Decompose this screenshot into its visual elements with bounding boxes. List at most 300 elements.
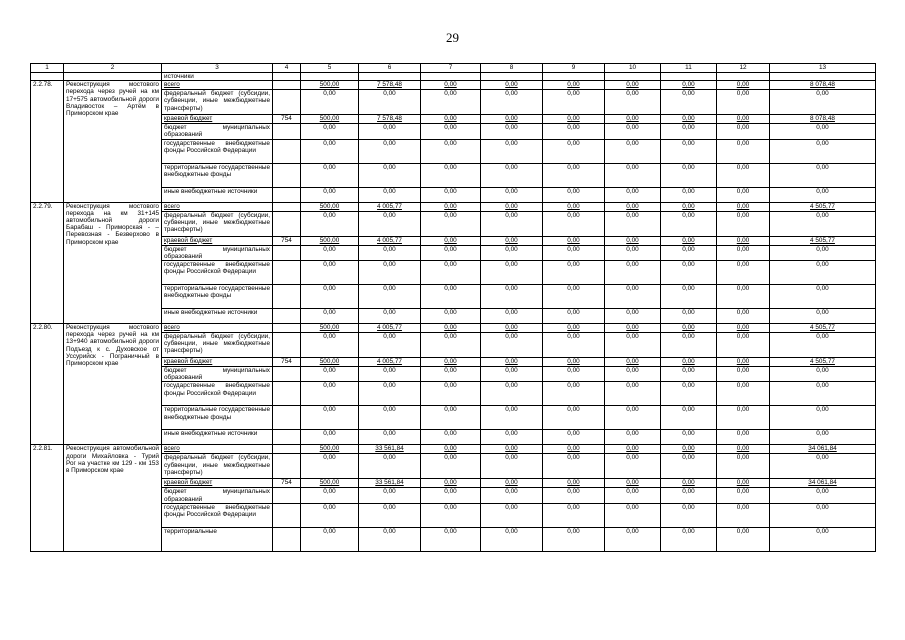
grbs-code [273, 367, 301, 382]
amount: 0,00 [505, 527, 518, 535]
year-value [421, 202, 481, 211]
amount: 7 578,48 [377, 81, 402, 89]
amount: 0,00 [383, 333, 396, 341]
amount: 0,00 [444, 454, 457, 462]
amount: 0,00 [444, 261, 457, 269]
amount: 0,00 [626, 527, 639, 535]
amount: 0,00 [682, 139, 695, 147]
grbs-code [273, 445, 301, 454]
year-value [359, 333, 421, 358]
year-value [605, 163, 661, 187]
amount: 0,00 [323, 333, 336, 341]
amount: 0,00 [682, 81, 695, 89]
year-value [717, 81, 770, 90]
year-value [359, 503, 421, 527]
year-value [717, 163, 770, 187]
year-value [421, 430, 481, 445]
amount: 0,00 [626, 211, 639, 219]
amount: 0,00 [505, 139, 518, 147]
amount: 0,00 [736, 139, 750, 147]
amount: 0,00 [383, 488, 396, 496]
total-value [770, 367, 876, 382]
source-cell: источники [162, 73, 273, 81]
year-value [481, 367, 543, 382]
year-value [421, 261, 481, 285]
amount: 0,00 [444, 367, 457, 375]
amount: 7 578,48 [377, 115, 402, 123]
amount: 0,00 [444, 527, 457, 535]
amount: 0,00 [736, 488, 750, 496]
funding-source [162, 527, 273, 551]
funding-source-label: федеральный бюджет (субсидии, субвенции, иные межбюджетные трансферты) [164, 90, 270, 112]
year-value [359, 309, 421, 324]
year-value [481, 382, 543, 406]
year-value [661, 90, 717, 115]
total-value [770, 309, 876, 324]
amount: 0,00 [567, 367, 580, 375]
amount: 0,00 [736, 367, 750, 375]
amount: 0,00 [383, 503, 396, 511]
amount: 0,00 [505, 236, 518, 244]
amount: 0,00 [444, 187, 457, 195]
total-value [770, 187, 876, 202]
total-value [770, 124, 876, 139]
amount: 0,00 [736, 81, 750, 89]
year-value [605, 382, 661, 406]
funding-source-label: краевой бюджет [164, 358, 213, 366]
year-value [301, 358, 359, 367]
amount: 0,00 [567, 139, 580, 147]
year-value [605, 261, 661, 285]
project-code: 2.2.81. [31, 445, 64, 551]
year-value [359, 488, 421, 503]
year-value [543, 202, 605, 211]
amount: 8 078,48 [810, 81, 835, 89]
year-value [481, 527, 543, 551]
amount: 0,00 [736, 333, 750, 341]
amount: 0,00 [816, 367, 829, 375]
total-value [770, 81, 876, 90]
amount: 0,00 [444, 358, 457, 366]
grbs-code [273, 139, 301, 163]
amount: 0,00 [626, 245, 639, 253]
year-value [301, 454, 359, 479]
funding-source-label: краевой бюджет [164, 479, 213, 487]
year-value [661, 236, 717, 245]
grbs-code [273, 211, 301, 236]
year-value [359, 324, 421, 333]
year-value [359, 115, 421, 124]
amount: 0,00 [682, 245, 695, 253]
funding-source-label: всего [164, 202, 180, 210]
amount: 0,00 [736, 358, 750, 366]
amount: 0,00 [816, 309, 829, 317]
amount: 0,00 [383, 187, 396, 195]
amount: 0,00 [816, 163, 829, 171]
funding-source-label: федеральный бюджет (субсидии, субвенции, иные межбюджетные трансферты) [164, 333, 270, 355]
funding-source [162, 324, 273, 333]
total-value [770, 202, 876, 211]
funding-source [162, 445, 273, 454]
amount: 0,00 [816, 527, 829, 535]
year-value [421, 187, 481, 202]
amount: 0,00 [816, 454, 829, 462]
total-value [770, 139, 876, 163]
amount: 0,00 [323, 488, 336, 496]
year-value [301, 445, 359, 454]
amount: 0,00 [626, 90, 639, 98]
amount: 0,00 [682, 309, 695, 317]
column-header: 12 [717, 64, 770, 73]
funding-source [162, 503, 273, 527]
grbs-code [273, 406, 301, 430]
funding-source [162, 479, 273, 488]
amount: 0,00 [816, 187, 829, 195]
year-value [661, 445, 717, 454]
year-value [481, 90, 543, 115]
column-header: 6 [359, 64, 421, 73]
year-value [481, 430, 543, 445]
amount: 0,00 [444, 382, 457, 390]
amount: 4 505,77 [810, 358, 835, 366]
funding-source [162, 90, 273, 115]
year-value [359, 124, 421, 139]
amount: 34 061,84 [808, 445, 837, 453]
year-value [421, 445, 481, 454]
grbs-code [273, 261, 301, 285]
amount: 0,00 [505, 124, 518, 132]
year-value [359, 90, 421, 115]
year-value [481, 358, 543, 367]
year-value [661, 245, 717, 260]
amount: 0,00 [567, 211, 580, 219]
amount: 0,00 [567, 430, 580, 438]
year-value [717, 503, 770, 527]
funding-source-label: государственные внебюджетные фонды Российской Федерации [164, 382, 270, 397]
amount: 0,00 [567, 382, 580, 390]
year-value [717, 488, 770, 503]
amount: 500,00 [319, 445, 340, 453]
year-value [301, 81, 359, 90]
amount: 0,00 [682, 479, 695, 487]
grbs-code [273, 202, 301, 211]
amount: 0,00 [682, 367, 695, 375]
year-value [359, 445, 421, 454]
year-value [421, 488, 481, 503]
year-value [543, 382, 605, 406]
column-header: 11 [661, 64, 717, 73]
amount: 500,00 [319, 236, 340, 244]
amount: 0,00 [505, 488, 518, 496]
year-value [605, 406, 661, 430]
amount: 0,00 [682, 124, 695, 132]
amount: 0,00 [444, 115, 457, 123]
amount: 0,00 [682, 488, 695, 496]
funding-source-label: краевой бюджет [164, 236, 213, 244]
total-value [770, 430, 876, 445]
amount: 4 005,77 [377, 358, 402, 366]
funding-source [162, 367, 273, 382]
amount: 0,00 [567, 236, 580, 244]
project-name: Реконструкция мостового перехода через ручей на км 13+940 автомобильной дороги Подъезд к с. Духовское от Уссурийск - Пограничный в Приморском крае [64, 324, 162, 445]
year-value [421, 406, 481, 430]
year-value [543, 358, 605, 367]
funding-source-label: территориальные государственные внебюджетные фонды [164, 285, 270, 300]
amount: 0,00 [444, 333, 457, 341]
year-value [717, 382, 770, 406]
year-value [717, 454, 770, 479]
amount: 0,00 [505, 90, 518, 98]
project-name: Реконструкция мостового перехода через ручей на км 17+575 автомобильной дороги Владивосток – Артём в Приморском крае [64, 81, 162, 202]
grbs-code [273, 309, 301, 324]
project-code: 2.2.79. [31, 202, 64, 323]
year-value [481, 503, 543, 527]
project-name: Реконструкция мостового перехода на км 31+145 автомобильной дороги Барабаш - Приморская - – Перевозная - Безверхово в Приморском крае [64, 202, 162, 323]
year-value [481, 261, 543, 285]
grbs-code: 754 [273, 358, 301, 367]
funding-source-label: иные внебюджетные источники [164, 309, 258, 317]
total-value [770, 454, 876, 479]
year-value [605, 527, 661, 551]
amount: 0,00 [444, 406, 457, 414]
funding-source [162, 333, 273, 358]
amount: 0,00 [816, 488, 829, 496]
funding-source [162, 309, 273, 324]
amount: 0,00 [323, 90, 336, 98]
amount: 0,00 [736, 90, 750, 98]
year-value [605, 454, 661, 479]
year-value [717, 90, 770, 115]
year-value [481, 488, 543, 503]
amount: 0,00 [505, 202, 518, 210]
amount: 0,00 [567, 202, 580, 210]
year-value [421, 124, 481, 139]
amount: 0,00 [444, 503, 457, 511]
amount: 0,00 [736, 163, 750, 171]
grbs-code: 754 [273, 479, 301, 488]
amount: 0,00 [626, 454, 639, 462]
amount: 0,00 [505, 115, 518, 123]
year-value [717, 139, 770, 163]
total-value [770, 358, 876, 367]
funding-source-label: бюджет муниципальных образований [164, 488, 270, 503]
year-value [359, 202, 421, 211]
amount: 0,00 [505, 406, 518, 414]
amount: 8 078,48 [810, 115, 835, 123]
amount: 0,00 [736, 309, 750, 317]
year-value [717, 115, 770, 124]
amount: 0,00 [323, 187, 336, 195]
year-value [421, 285, 481, 309]
amount: 0,00 [816, 261, 829, 269]
amount: 0,00 [682, 527, 695, 535]
year-value [359, 187, 421, 202]
amount: 0,00 [626, 187, 639, 195]
amount: 0,00 [383, 382, 396, 390]
funding-source [162, 81, 273, 90]
year-value [605, 211, 661, 236]
amount: 4 005,77 [377, 202, 402, 210]
amount: 0,00 [816, 382, 829, 390]
year-value [301, 90, 359, 115]
year-value [605, 309, 661, 324]
amount: 0,00 [626, 479, 639, 487]
year-value [359, 430, 421, 445]
year-value [359, 382, 421, 406]
year-value [717, 430, 770, 445]
year-value [605, 90, 661, 115]
amount: 0,00 [682, 236, 695, 244]
amount: 0,00 [383, 211, 396, 219]
amount: 0,00 [682, 503, 695, 511]
year-value [481, 479, 543, 488]
year-value [421, 236, 481, 245]
amount: 500,00 [319, 358, 340, 366]
amount: 500,00 [319, 324, 340, 332]
column-header: 1 [31, 64, 64, 73]
amount: 0,00 [736, 211, 750, 219]
total-value [770, 333, 876, 358]
total-value [770, 527, 876, 551]
year-value [605, 139, 661, 163]
year-value [301, 163, 359, 187]
amount: 0,00 [323, 309, 336, 317]
amount: 0,00 [626, 430, 639, 438]
table-row [31, 202, 876, 211]
amount: 0,00 [383, 367, 396, 375]
total-value [770, 163, 876, 187]
year-value [661, 382, 717, 406]
amount: 0,00 [567, 488, 580, 496]
amount: 0,00 [626, 309, 639, 317]
year-value [717, 324, 770, 333]
year-value [359, 454, 421, 479]
total-value [770, 90, 876, 115]
year-value [543, 245, 605, 260]
amount: 0,00 [323, 285, 336, 293]
amount: 0,00 [682, 115, 695, 123]
column-header: 4 [273, 64, 301, 73]
amount: 0,00 [736, 285, 750, 293]
year-value [543, 430, 605, 445]
year-value [605, 488, 661, 503]
year-value [661, 81, 717, 90]
year-value [605, 81, 661, 90]
year-value [605, 430, 661, 445]
total-value [770, 406, 876, 430]
year-value [301, 124, 359, 139]
year-value [481, 211, 543, 236]
funding-source-label: всего [164, 445, 180, 453]
year-value [481, 454, 543, 479]
year-value [481, 309, 543, 324]
year-value [359, 139, 421, 163]
year-value [717, 211, 770, 236]
year-value [543, 406, 605, 430]
year-value [717, 445, 770, 454]
amount: 0,00 [383, 309, 396, 317]
year-value [301, 115, 359, 124]
funding-source [162, 488, 273, 503]
year-value [421, 382, 481, 406]
year-value [543, 488, 605, 503]
year-value [661, 124, 717, 139]
column-header: 7 [421, 64, 481, 73]
year-value [421, 324, 481, 333]
grbs-code [273, 187, 301, 202]
amount: 0,00 [505, 430, 518, 438]
year-value [301, 527, 359, 551]
amount: 0,00 [383, 261, 396, 269]
funding-source [162, 454, 273, 479]
amount: 0,00 [682, 211, 695, 219]
year-value [717, 202, 770, 211]
amount: 0,00 [505, 503, 518, 511]
year-value [301, 430, 359, 445]
amount: 0,00 [444, 488, 457, 496]
amount: 0,00 [626, 139, 639, 147]
year-value [661, 324, 717, 333]
year-value [301, 139, 359, 163]
amount: 500,00 [319, 115, 340, 123]
amount: 0,00 [682, 454, 695, 462]
year-value [543, 309, 605, 324]
year-value [301, 324, 359, 333]
amount: 0,00 [323, 139, 336, 147]
amount: 0,00 [567, 445, 580, 453]
amount: 0,00 [816, 124, 829, 132]
year-value [359, 479, 421, 488]
funding-source-label: федеральный бюджет (субсидии, субвенции, иные межбюджетные трансферты) [164, 454, 270, 476]
amount: 0,00 [816, 503, 829, 511]
amount: 0,00 [567, 261, 580, 269]
year-value [661, 115, 717, 124]
year-value [421, 309, 481, 324]
year-value [717, 406, 770, 430]
amount: 0,00 [444, 445, 457, 453]
amount: 0,00 [736, 479, 750, 487]
funding-source-label: иные внебюджетные источники [164, 430, 258, 438]
year-value [421, 245, 481, 260]
year-value [481, 333, 543, 358]
year-value [481, 406, 543, 430]
year-value [421, 333, 481, 358]
year-value [605, 324, 661, 333]
amount: 0,00 [626, 202, 639, 210]
amount: 0,00 [444, 430, 457, 438]
year-value [301, 187, 359, 202]
amount: 500,00 [319, 479, 340, 487]
funding-source [162, 382, 273, 406]
amount: 0,00 [383, 527, 396, 535]
amount: 0,00 [816, 245, 829, 253]
amount: 0,00 [444, 245, 457, 253]
amount: 0,00 [682, 261, 695, 269]
year-value [359, 261, 421, 285]
funding-source-label: территориальные государственные внебюджетные фонды [164, 406, 270, 421]
year-value [359, 163, 421, 187]
amount: 0,00 [736, 236, 750, 244]
year-value [543, 503, 605, 527]
funding-source-label: всего [164, 324, 180, 332]
year-value [481, 324, 543, 333]
year-value [661, 187, 717, 202]
total-value [770, 211, 876, 236]
year-value [717, 358, 770, 367]
grbs-code [273, 430, 301, 445]
funding-source-label: территориальные государственные внебюджетные фонды [164, 163, 270, 178]
year-value [605, 285, 661, 309]
